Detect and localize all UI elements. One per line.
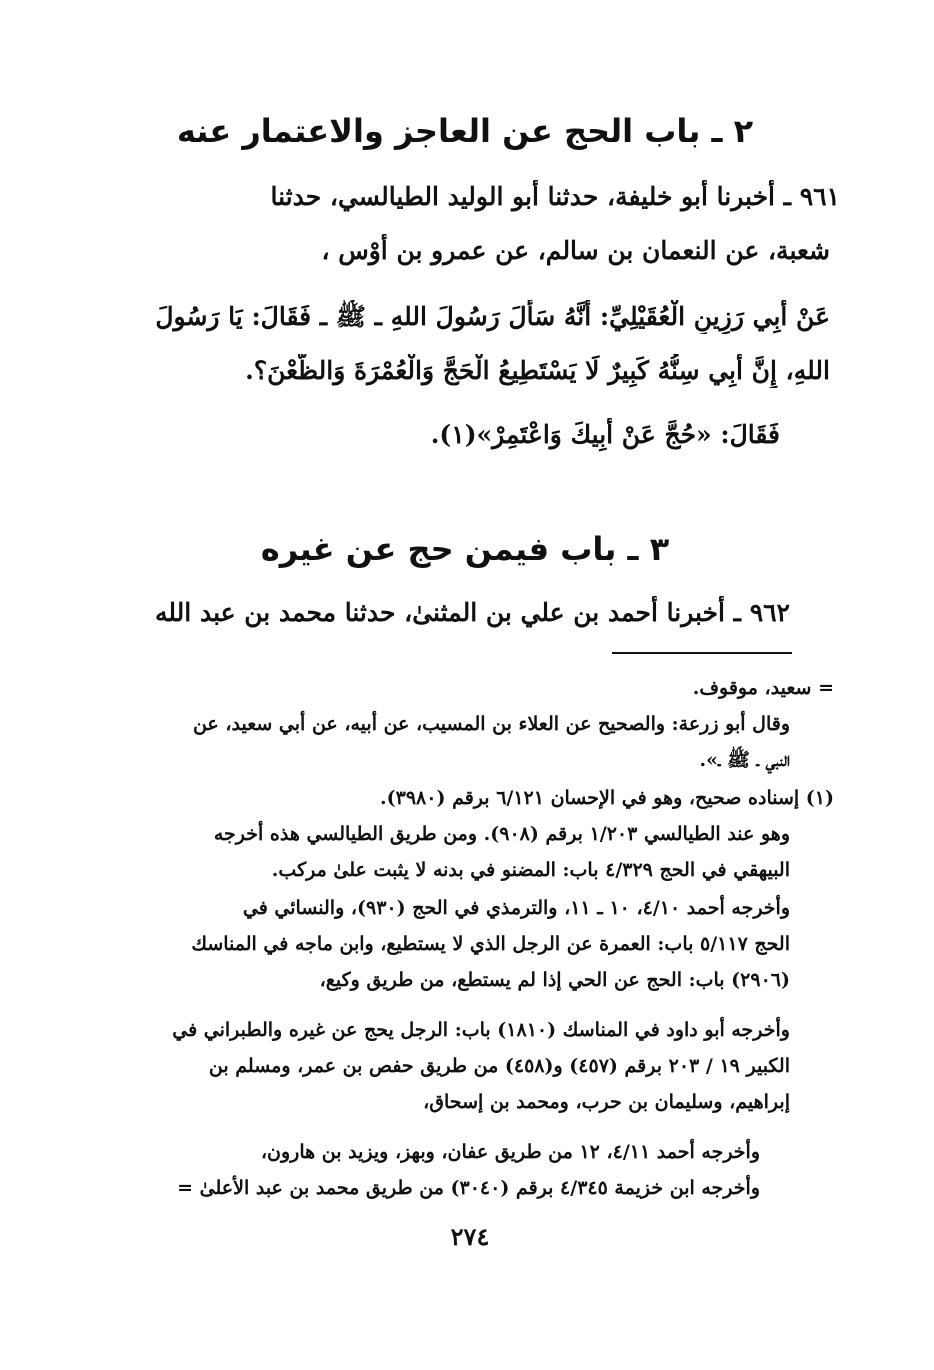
footnote-1-line-11: وأخرجه ابن خزيمة ٤/٣٤٥ برقم (٣٠٤٠) من طريق محمد بن عبد الأعلىٰ = [177, 1177, 760, 1199]
footnote-continuation-line-1: = سعيد، موقوف. [692, 677, 834, 699]
footnote-continuation-line-3: النبي ـ ﷺ ـ». [699, 749, 790, 771]
footnote-1-line-4: وأخرجه أحمد ٤/١٠، ١٠ ـ ١١، والترمذي في الحج (٩٣٠)، والنسائي في [242, 897, 790, 919]
footnote-1-line-3: البيهقي في الحج ٤/٣٢٩ باب: المضنو في بدنه لا يثبت علىٰ مركب. [271, 859, 790, 881]
footnote-1-line-5: الحج ٥/١١٧ باب: العمرة عن الرجل الذي لا يستطيع، وابن ماجه في المناسك [191, 933, 790, 955]
chapter-heading-3: ٣ ـ باب فيمن حج عن غيره [260, 530, 670, 568]
hadith-961-matn-line-1: عَنْ أَبِي رَزِينٍ الْعُقَيْلِيِّ: أَنَّهُ سَأَلَ رَسُولَ اللهِ ـ ﷺ ـ فَقَالَ: يَا رَسُولَ [155, 302, 830, 331]
footnote-1-line-7: وأخرجه أبو داود في المناسك (١٨١٠) باب: الرجل يحج عن غيره والطبراني في [172, 1019, 790, 1041]
hadith-961-isnad-line-1: ٩٦١ ـ أخبرنا أبو خليفة، حدثنا أبو الوليد الطيالسي، حدثنا [270, 182, 840, 211]
footnote-1-line-2: وهو عند الطيالسي ١/٢٠٣ برقم (٩٠٨). ومن طريق الطيالسي هذه أخرجه [213, 823, 790, 845]
footnote-divider [612, 652, 792, 654]
footnote-1-line-9: إبراهيم، وسليمان بن حرب، ومحمد بن إسحاق، [423, 1091, 790, 1113]
footnote-1-line-1: (١) إسناده صحيح، وهو في الإحسان ٦/١٢١ برقم (٣٩٨٠). [380, 787, 834, 809]
hadith-961-matn-line-2: اللهِ، إِنَّ أَبِي سِنُّهُ كَبِيرٌ لَا يَسْتَطِيعُ الْحَجَّ وَالْعُمْرَةَ وَالظَّعْنَ؟. [245, 356, 830, 385]
footnote-1-line-8: الكبير ١٩ / ٢٠٣ برقم (٤٥٧) و(٤٥٨) من طريق حفص بن عمر، ومسلم بن [208, 1055, 790, 1077]
chapter-heading-2: ٢ ـ باب الحج عن العاجز والاعتمار عنه [176, 112, 754, 150]
footnote-1-line-6: (٢٩٠٦) باب: الحج عن الحي إذا لم يستطع، من طريق وكيع، [319, 969, 790, 991]
hadith-962-isnad-line-1: ٩٦٢ ـ أخبرنا أحمد بن علي بن المثنىٰ، حدثنا محمد بن عبد الله [155, 598, 790, 627]
hadith-961-isnad-line-2: شعبة، عن النعمان بن سالم، عن عمرو بن أَوْس ، [321, 236, 830, 265]
page-number: ٢٧٤ [450, 1222, 490, 1251]
footnote-1-line-10: وأخرجه أحمد ٤/١١، ١٢ من طريق عفان، وبهز، ويزيد بن هارون، [260, 1141, 760, 1163]
footnote-continuation-line-2: وقال أبو زرعة: والصحيح عن العلاء بن المسيب، عن أبيه، عن أبي سعيد، عن [192, 713, 790, 735]
hadith-961-matn-line-3: فَقَالَ: «حُجَّ عَنْ أَبِيكَ وَاعْتَمِرْ»(١). [430, 420, 780, 449]
